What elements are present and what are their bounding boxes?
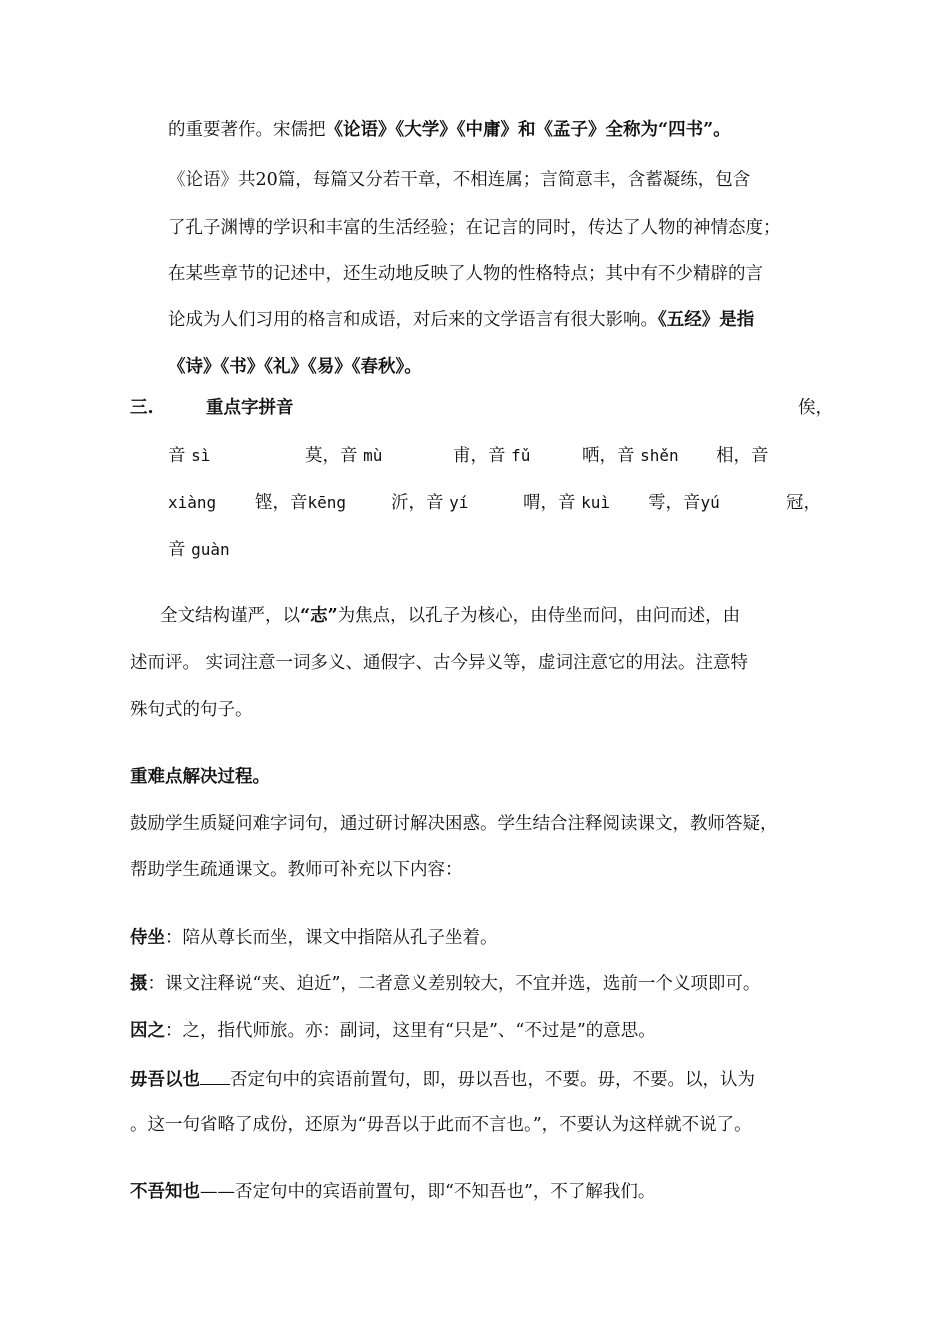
process-heading: 重难点解决过程。 — [130, 767, 270, 787]
note-term: 毋吾以也 — [130, 1070, 200, 1090]
section-title: 重点字拼音 — [206, 398, 294, 418]
pinyin-item-4-py: shěn — [640, 446, 679, 465]
process-line-1: 鼓励学生质疑问难字词句，通过研讨解决困惑。学生结合注释阅读课文，教师答疑， — [130, 814, 778, 834]
four-books-text: 《论语》《大学》《中庸》和《孟子》全称为“四书”。 — [325, 120, 731, 140]
note-text: ——否定句中的宾语前置句，即“不知吾也”，不了解我们。 — [200, 1182, 656, 1202]
pinyin-item-2-py: mù — [363, 446, 383, 465]
pinyin-item-9-char: 雩，音 — [648, 493, 701, 513]
pinyin-item-10-py: guàn — [191, 540, 230, 559]
structure-line-1c: 为焦点，以孔子为核心，由侍坐而问，由问而述，由 — [337, 606, 741, 626]
pinyin-item-5 — [168, 491, 216, 515]
note-term: 侍坐 — [130, 928, 165, 948]
pinyin-item-3 — [453, 444, 530, 468]
intro-line-1-text: 的重要著作。宋儒把 — [168, 120, 326, 140]
pinyin-item-1-py: sì — [191, 446, 211, 465]
pinyin-item-5-char: 相，音 — [716, 446, 769, 466]
pinyin-item-7 — [391, 491, 468, 515]
pinyin-item-4 — [582, 444, 679, 468]
note-text: ：课文注释说“夹、迫近”，二者意义差别较大，不宜并选，选前一个义项即可。 — [147, 974, 761, 994]
pinyin-item-6 — [255, 491, 346, 515]
pinyin-item-7-py: yí — [449, 493, 469, 512]
pinyin-item-9 — [648, 491, 720, 515]
structure-line-1 — [160, 604, 740, 628]
section-number: 三. — [130, 398, 154, 418]
five-classics-label: 《五经》是指 — [658, 310, 755, 330]
process-line-2: 帮助学生疏通课文。教师可补充以下内容： — [130, 860, 463, 880]
intro-line-1 — [168, 118, 731, 142]
pinyin-item-8 — [523, 491, 610, 515]
pinyin-item-3-py: fǔ — [511, 446, 531, 465]
pinyin-item-8-py: kuì — [581, 493, 610, 512]
pinyin-item-7-char: 沂，音 — [391, 493, 444, 513]
intro-line-4: 在某些章节的记述中，还生动地反映了人物的性格特点；其中有不少精辟的言 — [168, 264, 763, 284]
note-she — [130, 972, 760, 996]
note-text: ：之，指代师旅。亦：副词，这里有“只是”、“不过是”的意思。 — [165, 1021, 656, 1041]
intro-line-6: 《诗》《书》《礼》《易》《春秋》。 — [168, 357, 422, 377]
note-buwuzhiye — [130, 1180, 655, 1204]
pinyin-item-10-char: 冠， — [786, 493, 821, 513]
pinyin-item-2-char: 莫，音 — [305, 446, 358, 466]
note-text: 否定句中的宾语前置句，即，毋以吾也，不要。毋，不要。以，认为 — [230, 1070, 755, 1090]
pinyin-item-3-char: 甫，音 — [453, 446, 506, 466]
note-yinzhi — [130, 1019, 656, 1043]
note-text: ：陪从尊长而坐，课文中指陪从孔子坐着。 — [165, 928, 498, 948]
pinyin-item-1-label: 音 — [168, 446, 186, 466]
pinyin-item-4-char: 哂，音 — [582, 446, 635, 466]
pinyin-item-10 — [168, 538, 230, 562]
intro-line-5 — [168, 308, 754, 332]
note-wuwuyiye — [130, 1066, 755, 1092]
intro-line-2: 《论语》共20篇，每篇又分若干章，不相连属；言简意丰，含蓄凝练，包含 — [168, 170, 751, 190]
pinyin-item-6-char: 铿，音 — [255, 493, 308, 513]
pinyin-item-9-py: yú — [700, 493, 720, 512]
intro-line-5-text: 论成为人们习用的格言和成语，对后来的文学语言有很大影响。 — [168, 310, 658, 330]
pinyin-item-6-py: kēng — [307, 493, 347, 512]
intro-line-3: 了孔子渊博的学识和丰富的生活经验；在记言的同时，传达了人物的神情态度； — [168, 218, 781, 238]
pinyin-item-5-py: xiàng — [168, 493, 217, 512]
note-term: 不吾知也 — [130, 1182, 200, 1202]
pinyin-item-1 — [168, 444, 210, 468]
pinyin-item-10-label: 音 — [168, 540, 186, 560]
pinyin-item-1-char: 俟， — [798, 398, 833, 418]
pinyin-item-8-char: 喟，音 — [523, 493, 576, 513]
structure-line-1a: 全文结构谨严，以 — [160, 606, 300, 626]
pinyin-item-2 — [305, 444, 382, 468]
note-term: 因之 — [130, 1021, 165, 1041]
structure-line-2: 述而评。 实词注意一词多义、通假字、古今异义等，虚词注意它的用法。注意特 — [130, 653, 749, 673]
structure-line-3: 殊句式的句子。 — [130, 700, 253, 720]
blank-underline — [200, 1066, 230, 1085]
note-term: 摄 — [130, 974, 148, 994]
note-shizuo — [130, 926, 498, 950]
note-wuwuyiye-cont: 。这一句省略了成份，还原为“毋吾以于此而不言也。”，不要认为这样就不说了。 — [130, 1115, 752, 1135]
zhi-keyword: “志” — [300, 606, 338, 626]
